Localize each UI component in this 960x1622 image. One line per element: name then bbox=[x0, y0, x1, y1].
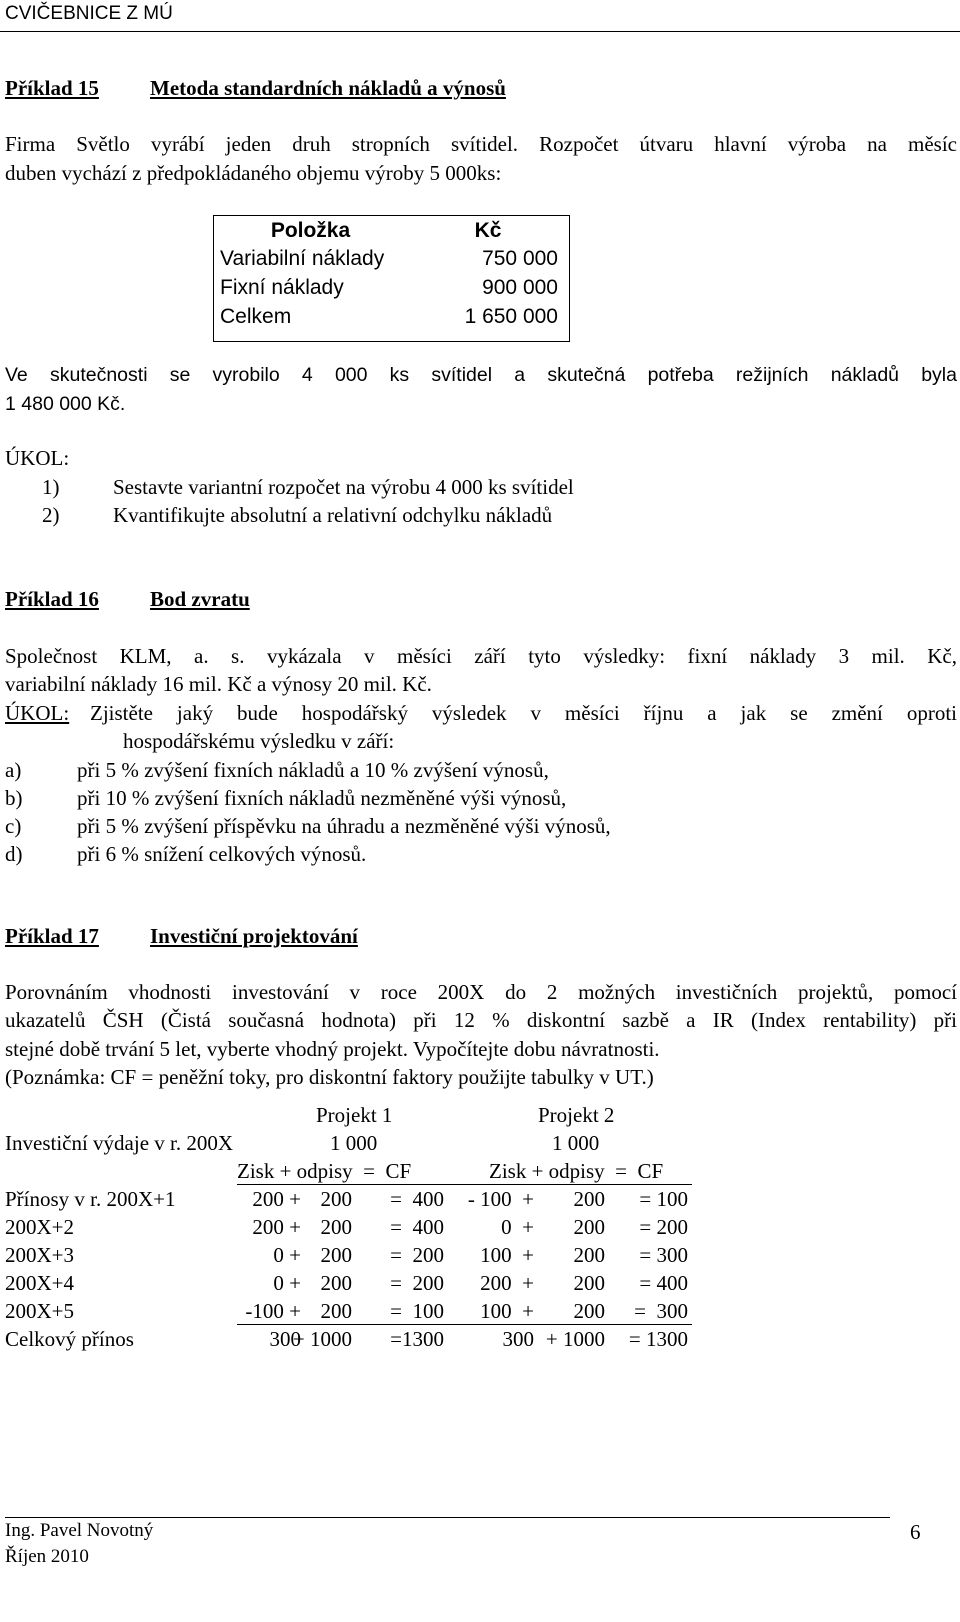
ex17-para-line: ukazatelů ČSH (Čistá současná hodnota) při 12 % diskontní sazbě a IR (Index rentability) při bbox=[5, 1008, 957, 1032]
ex16-task-line1: Zjistěte jaký bude hospodářský výsledek v měsíci říjnu a jak se změní oproti bbox=[90, 701, 957, 725]
ex15-number: Příklad 15 bbox=[5, 76, 99, 100]
ex16-task-line2: hospodářskému výsledku v září: bbox=[123, 729, 395, 753]
cashflow-row-label: 200X+2 bbox=[5, 1215, 75, 1239]
ex15-intro-line1: Firma Světlo vyrábí jeden druh stropních svítidel. Rozpočet útvaru hlavní výroba na měsíc bbox=[5, 132, 957, 156]
ex17-para-line: (Poznámka: CF = peněžní toky, pro diskontní faktory použijte tabulky v UT.) bbox=[5, 1065, 654, 1089]
table-row-value: 750 000 bbox=[482, 247, 558, 270]
cashflow-row-label: 200X+3 bbox=[5, 1243, 75, 1267]
cashflow-cell-p1: 0 + bbox=[273, 1243, 301, 1267]
subheader-underline bbox=[237, 1184, 692, 1185]
cashflow-cell-p1: 300 bbox=[269, 1327, 301, 1351]
ex15-intro-line2: duben vychází z předpokládaného objemu výroby 5 000ks: bbox=[5, 161, 502, 185]
invest-value-p1: 1 000 bbox=[330, 1131, 378, 1155]
cashflow-cell-p2: = 300 bbox=[639, 1243, 688, 1267]
invest-label: Investiční výdaje v r. 200X bbox=[5, 1131, 234, 1155]
cashflow-cell-p2: 200 bbox=[573, 1271, 605, 1295]
cashflow-cell-p2: 100 + bbox=[480, 1299, 534, 1323]
cashflow-cell-p1: 200 bbox=[320, 1271, 352, 1295]
footer-rule bbox=[5, 1517, 890, 1518]
cashflow-cell-p2: + 1000 bbox=[545, 1327, 605, 1351]
cashflow-cell-p2: 300 bbox=[502, 1327, 534, 1351]
list-item-text: při 5 % zvýšení fixních nákladů a 10 % zvýšení výnosů, bbox=[77, 758, 549, 782]
cashflow-cell-p2: 100 + bbox=[480, 1243, 534, 1267]
cashflow-cell-p2: = 200 bbox=[639, 1215, 688, 1239]
ex15-budget-table bbox=[213, 215, 570, 342]
cashflow-cell-p2: 0 + bbox=[501, 1215, 534, 1239]
project2-header: Projekt 2 bbox=[538, 1103, 615, 1127]
cashflow-cell-p2: 200 bbox=[573, 1215, 605, 1239]
list-item-text: při 5 % zvýšení příspěvku na úhradu a nezměněné výši výnosů, bbox=[77, 814, 611, 838]
ex16-title: Bod zvratu bbox=[150, 587, 250, 611]
table-row-label: Variabilní náklady bbox=[220, 247, 385, 270]
table-row-label: Fixní náklady bbox=[220, 276, 344, 299]
table-row-label: Celkem bbox=[220, 305, 292, 328]
cashflow-cell-p1: 200 bbox=[320, 1187, 352, 1211]
ex17-title: Investiční projektování bbox=[150, 924, 358, 948]
footer-date: Říjen 2010 bbox=[5, 1546, 89, 1567]
subheader-p1: Zisk + odpisy = CF bbox=[237, 1159, 412, 1183]
header-rule bbox=[0, 31, 960, 32]
cashflow-cell-p1: 200 bbox=[320, 1243, 352, 1267]
project1-header: Projekt 1 bbox=[316, 1103, 393, 1127]
cashflow-cell-p1: = 100 bbox=[390, 1299, 444, 1323]
invest-value-p2: 1 000 bbox=[552, 1131, 600, 1155]
table-row-value: 900 000 bbox=[482, 276, 558, 299]
total-underline bbox=[237, 1324, 692, 1325]
cashflow-row-label: 200X+4 bbox=[5, 1271, 75, 1295]
list-item-num: a) bbox=[5, 758, 22, 782]
cashflow-cell-p2: = 300 bbox=[634, 1299, 688, 1323]
cashflow-cell-p1: = 400 bbox=[390, 1187, 444, 1211]
task-text: Sestavte variantní rozpočet na výrobu 4 000 ks svítidel bbox=[113, 475, 574, 499]
cashflow-cell-p2: = 100 bbox=[639, 1187, 688, 1211]
ex15-reality-line2: 1 480 000 Kč. bbox=[5, 393, 126, 415]
ex16-intro-line1: Společnost KLM, a. s. vykázala v měsíci září tyto výsledky: fixní náklady 3 mil. Kč, bbox=[5, 644, 957, 668]
ex16-number: Příklad 16 bbox=[5, 587, 99, 611]
running-header: CVIČEBNICE Z MÚ bbox=[5, 3, 173, 24]
list-item-text: při 6 % snížení celkových výnosů. bbox=[77, 842, 367, 866]
cashflow-cell-p2: 200 bbox=[573, 1299, 605, 1323]
cashflow-cell-p2: = 1300 bbox=[628, 1327, 688, 1351]
ex17-para-line: Porovnáním vhodnosti investování v roce 200X do 2 možných investičních projektů, pomocí bbox=[5, 980, 957, 1004]
table-header-item: Položka bbox=[270, 219, 351, 242]
ex17-number: Příklad 17 bbox=[5, 924, 99, 948]
cashflow-cell-p1: 200 + bbox=[252, 1187, 301, 1211]
cashflow-row-label: Celkový přínos bbox=[5, 1327, 134, 1351]
cashflow-cell-p1: = 200 bbox=[390, 1243, 444, 1267]
cashflow-row-label: 200X+5 bbox=[5, 1299, 75, 1323]
ex17-para-line: stejné době trvání 5 let, vyberte vhodný projekt. Vypočítejte dobu návratnosti. bbox=[5, 1037, 660, 1061]
cashflow-cell-p1: =1300 bbox=[390, 1327, 444, 1351]
list-item-text: při 10 % zvýšení fixních nákladů nezměněné výši výnosů, bbox=[77, 786, 567, 810]
ex15-title: Metoda standardních nákladů a výnosů bbox=[150, 76, 506, 100]
cashflow-cell-p1: 200 + bbox=[252, 1215, 301, 1239]
subheader-p2: Zisk + odpisy = CF bbox=[489, 1159, 664, 1183]
cashflow-cell-p1: = 200 bbox=[390, 1271, 444, 1295]
ex15-reality-line1: Ve skutečnosti se vyrobilo 4 000 ks svítidel a skutečná potřeba režijních nákladů byla bbox=[5, 364, 957, 386]
cashflow-cell-p1: 200 bbox=[320, 1299, 352, 1323]
cashflow-cell-p2: 200 bbox=[573, 1243, 605, 1267]
cashflow-cell-p1: = 400 bbox=[390, 1215, 444, 1239]
cashflow-cell-p1: + 1000 bbox=[292, 1327, 352, 1351]
table-header-kc: Kč bbox=[474, 219, 502, 242]
cashflow-cell-p2: 200 + bbox=[480, 1271, 534, 1295]
ex16-intro-line2: variabilní náklady 16 mil. Kč a výnosy 20 mil. Kč. bbox=[5, 672, 432, 696]
footer-author: Ing. Pavel Novotný bbox=[5, 1520, 154, 1541]
table-row-value: 1 650 000 bbox=[464, 305, 558, 328]
task-number: 1) bbox=[42, 475, 60, 499]
cashflow-cell-p2: 200 bbox=[573, 1187, 605, 1211]
ex16-task-label: ÚKOL: bbox=[5, 701, 70, 725]
task-number: 2) bbox=[42, 503, 60, 527]
cashflow-row-label: Přínosy v r. 200X+1 bbox=[5, 1187, 176, 1211]
list-item-num: d) bbox=[5, 842, 23, 866]
cashflow-cell-p2: = 400 bbox=[639, 1271, 688, 1295]
cashflow-cell-p1: -100 + bbox=[245, 1299, 301, 1323]
cashflow-cell-p1: 200 bbox=[320, 1215, 352, 1239]
cashflow-cell-p2: - 100 + bbox=[467, 1187, 534, 1211]
cashflow-cell-p1: 0 + bbox=[273, 1271, 301, 1295]
list-item-num: b) bbox=[5, 786, 23, 810]
ex15-task-label: ÚKOL: bbox=[5, 446, 70, 470]
page-number: 6 bbox=[910, 1520, 921, 1544]
list-item-num: c) bbox=[5, 814, 22, 838]
task-text: Kvantifikujte absolutní a relativní odchylku nákladů bbox=[113, 503, 553, 527]
